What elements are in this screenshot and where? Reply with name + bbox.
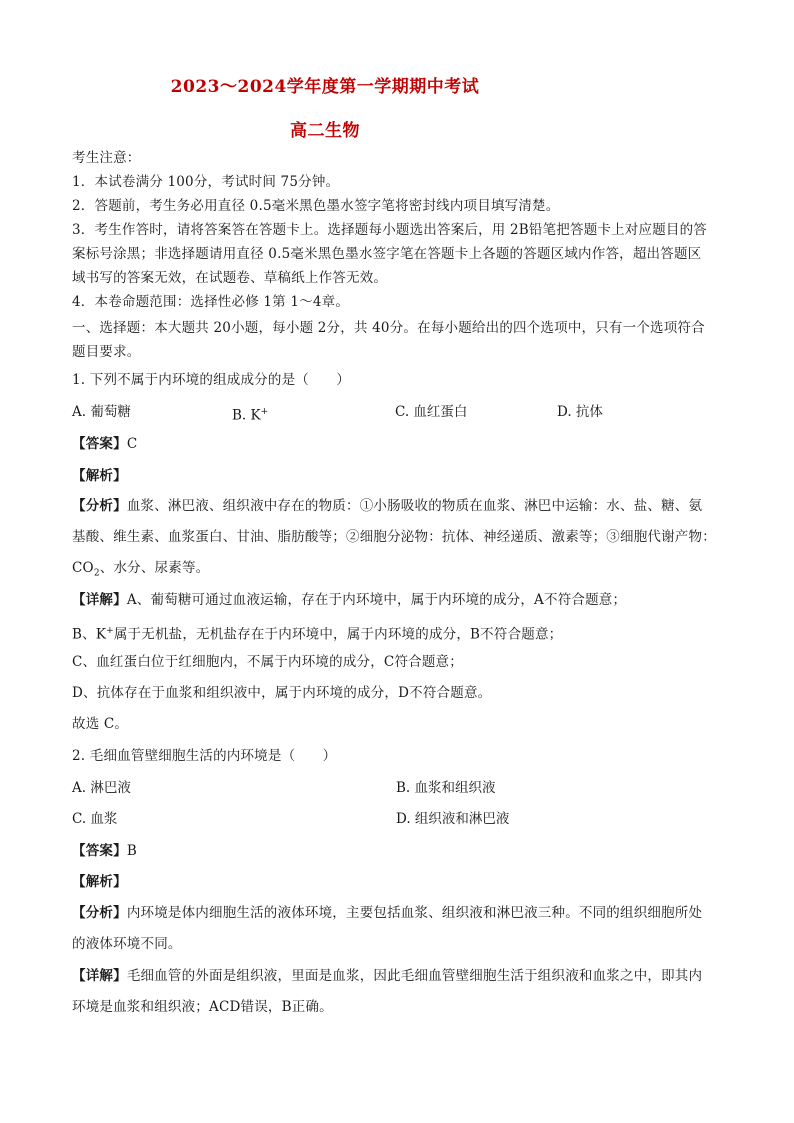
q1-option-c: C. 血红蛋白 — [395, 404, 468, 420]
notice-item: 3．考生作答时，请将答案答在答题卡上。选择题每小题选出答案后，用 2B铅笔把答题卡上对应题目的答 — [72, 222, 707, 238]
q2-xiangjie: 【详解】毛细血管的外面是组织液，里面是血浆，因此毛细血管壁细胞生活于组织液和血浆之中，即其内 — [72, 968, 703, 984]
q1-option-a: A. 葡萄糖 — [72, 404, 131, 420]
q1-analysis-tag: 【解析】 — [72, 468, 127, 484]
q1-fenxi-cont: 基酸、维生素、血浆蛋白、甘油、脂肪酸等；②细胞分泌物：抗体、神经递质、激素等；③细胞代谢产物： — [72, 529, 716, 545]
subject-title: 高二生物 — [290, 121, 360, 141]
q2-xiangjie-cont: 环境是血浆和组织液；ACD错误，B正确。 — [72, 999, 333, 1015]
notice-heading: 考生注意： — [72, 150, 141, 166]
q1-fenxi-cont: $CO_2$、水分、尿素等。 — [72, 560, 210, 579]
notice-item: 2．答题前，考生务必用直径 0.5毫米黑色墨水签字笔将密封线内项目填写清楚。 — [72, 198, 560, 214]
notice-item: 案标号涂黑；非选择题请用直径 0.5毫米黑色墨水签字笔在答题卡上各题的答题区域内作答，超出答题区 — [72, 246, 702, 262]
notice-item: 域书写的答案无效，在试题卷、草稿纸上作答无效。 — [72, 270, 388, 286]
notice-item: 1．本试卷满分 100分，考试时间 75分钟。 — [72, 174, 340, 190]
q1-xiangjie: 【详解】A、葡萄糖可通过血液运输，存在于内环境中，属于内环境的成分，A不符合题意； — [72, 592, 627, 608]
question-2-stem: 2. 毛细血管壁细胞生活的内环境是（ ） — [72, 748, 337, 764]
q2-analysis-tag: 【解析】 — [72, 874, 127, 890]
q1-xiangjie-d: D、抗体存在于血浆和组织液中，属于内环境的成分，D不符合题意。 — [72, 685, 492, 701]
q1-fenxi: 【分析】血浆、淋巴液、组织液中存在的物质：①小肠吸收的物质在血浆、淋巴中运输：水、盐、糖、氨 — [72, 498, 703, 514]
q2-option-c: C. 血浆 — [72, 811, 118, 827]
q2-option-a: A. 淋巴液 — [72, 780, 131, 796]
q1-xiangjie-c: C、血红蛋白位于红细胞内，不属于内环境的成分，C符合题意； — [72, 654, 463, 670]
section-heading: 一、选择题：本大题共 20小题，每小题 2分，共 40分。在每小题给出的四个选项中，只有一个选项符合 — [72, 320, 705, 336]
q1-option-d: D. 抗体 — [557, 404, 603, 420]
question-1-stem: 1. 下列不属于内环境的组成成分的是（ ） — [72, 372, 351, 388]
q1-answer: 【答案】C — [72, 436, 138, 452]
exam-title: 2023～2024学年度第一学期期中考试 — [170, 77, 480, 97]
q1-xiangjie-b: B、K+属于无机盐，无机盐存在于内环境中，属于内环境的成分，B不符合题意； — [72, 626, 563, 643]
section-heading-cont: 题目要求。 — [72, 344, 141, 360]
q2-option-b: B. 血浆和组织液 — [396, 780, 496, 796]
notice-item: 4．本卷命题范围：选择性必修 1第 1～4章。 — [72, 294, 350, 310]
q2-answer: 【答案】B — [72, 843, 137, 859]
q2-option-d: D. 组织液和淋巴液 — [396, 811, 510, 827]
q2-fenxi-cont: 的液体环境不同。 — [72, 936, 182, 952]
q1-conclusion: 故选 C。 — [72, 716, 129, 732]
q1-option-b: B. K+ — [232, 407, 269, 424]
q2-fenxi: 【分析】内环境是体内细胞生活的液体环境，主要包括血浆、组织液和淋巴液三种。不同的组织细胞所处 — [72, 905, 703, 921]
